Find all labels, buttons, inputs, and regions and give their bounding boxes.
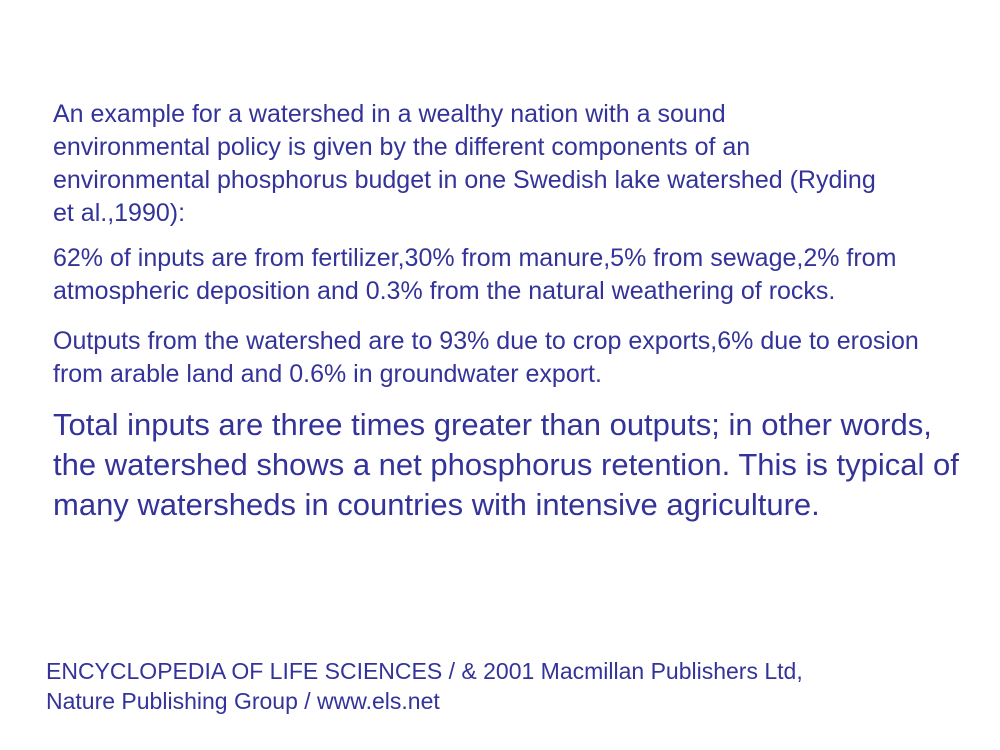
- footer-line-2: Nature Publishing Group / www.els.net: [46, 688, 440, 714]
- intro-paragraph: An example for a watershed in a wealthy nation with a sound environmental policy is given by the different components of an environmental phosphorus budget in one Swedish lake watershed (Ryding et al.,1990):: [53, 100, 876, 227]
- source-footer: [46, 656, 946, 716]
- inputs-paragraph: 62% of inputs are from fertilizer,30% from manure,5% from sewage,2% from atmospheric deposition and 0.3% from the natural weathering of rocks.: [53, 244, 897, 305]
- footer-line-1: ENCYCLOPEDIA OF LIFE SCIENCES / & 2001 Macmillan Publishers Ltd,: [46, 658, 803, 684]
- slide-body: [53, 98, 973, 525]
- conclusion-paragraph: Total inputs are three times greater than outputs; in other words, the watershed shows a net phosphorus retention. This is typical of many watersheds in countries with intensive agriculture.: [53, 407, 959, 522]
- outputs-paragraph: Outputs from the watershed are to 93% due to crop exports,6% due to erosion from arable land and 0.6% in groundwater export.: [53, 327, 919, 388]
